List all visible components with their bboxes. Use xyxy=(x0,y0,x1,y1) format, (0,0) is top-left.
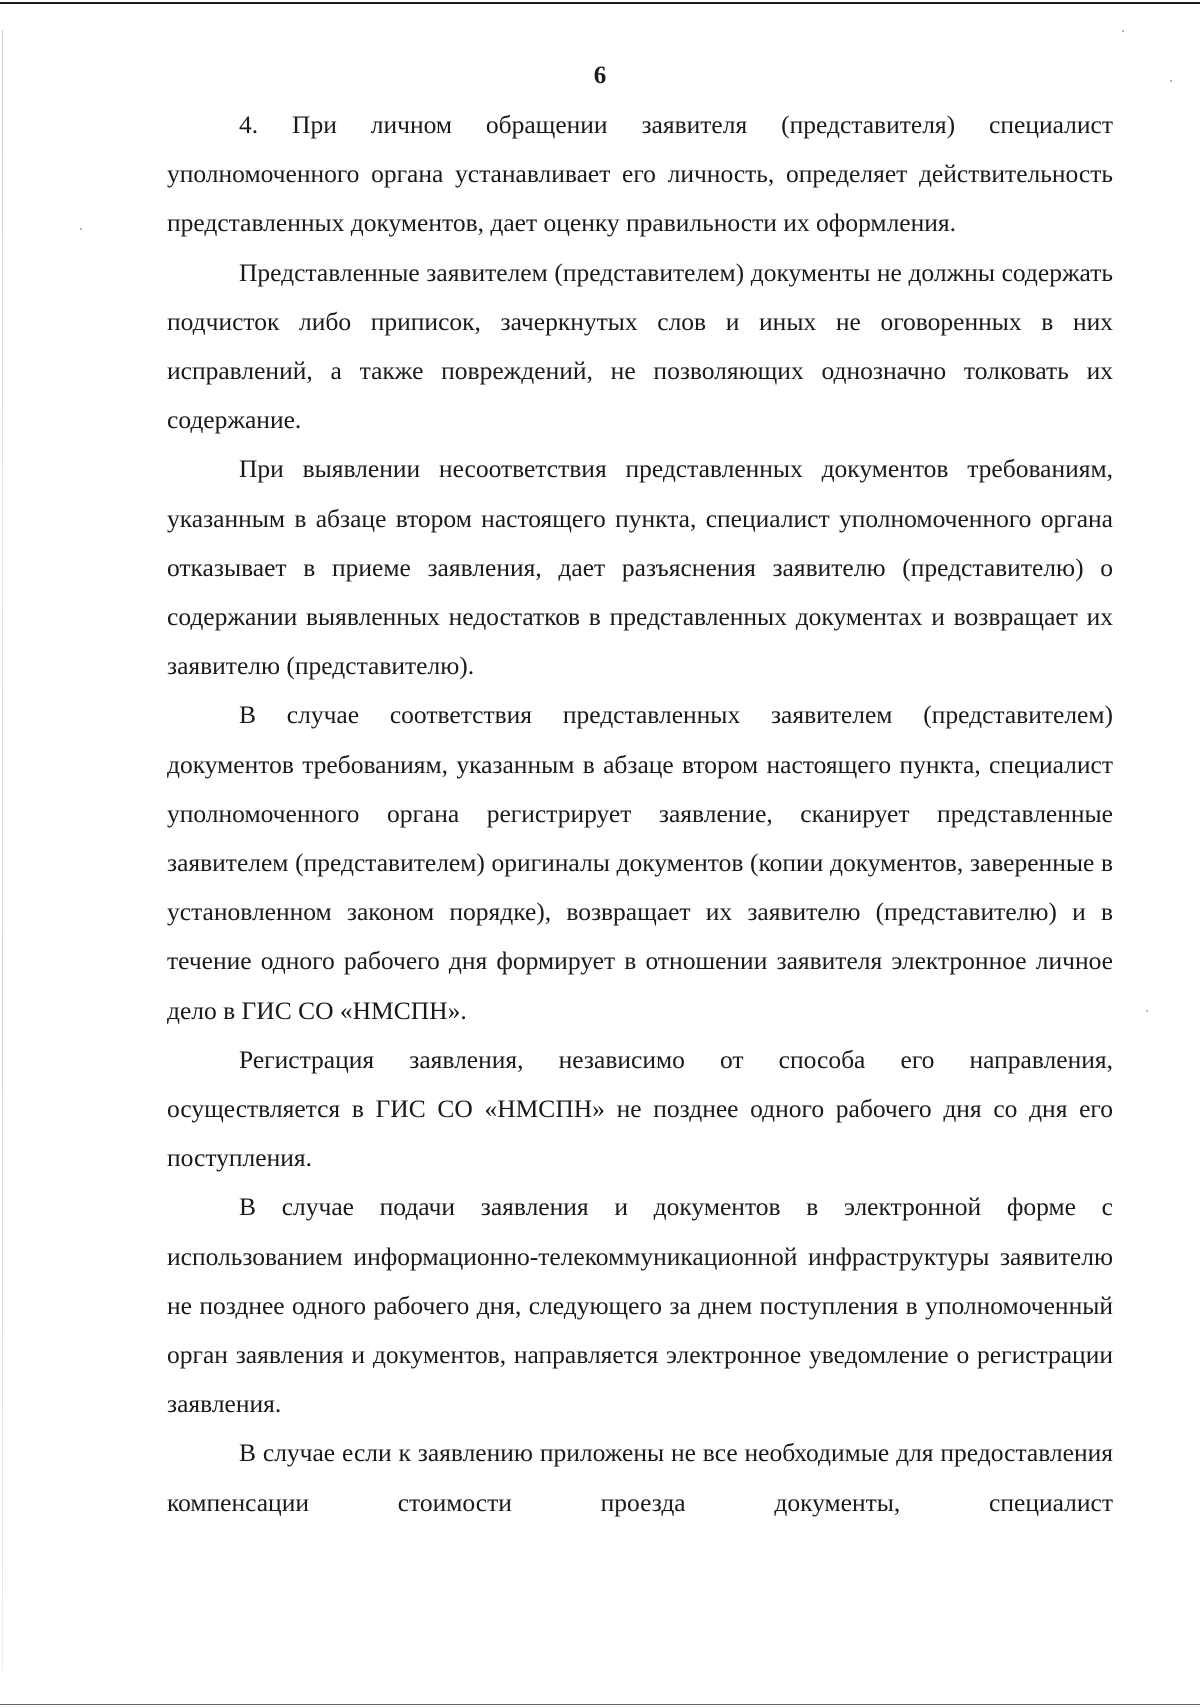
paragraph-1: 4. При личном обращении заявителя (представителя) специалист уполномоченного органа устанавливает его личность, определяет действительность представленных документов, дает оценку правильности их оформления. xyxy=(167,110,1113,238)
paragraph-7: В случае если к заявлению приложены не все необходимые для предоставления компенсации стоимости проезда документы, специалист xyxy=(167,1438,1113,1517)
page-number: 6 xyxy=(593,62,607,89)
paragraph-4: В случае соответствия представленных заявителем (представителем) документов требованиям, указанным в абзаце втором настоящего пункта, специалист уполномоченного органа регистрирует заявление, сканирует представленные заявителем (представителем) оригиналы документов (копии документов, заверенные в установленном законом порядке), возвращает их заявителю (представителю) и в течение одного рабочего дня формирует в отношении заявителя электронное личное дело в ГИС СО «НМСПН». xyxy=(167,700,1113,1025)
paragraph-3: При выявлении несоответствия представленных документов требованиям, указанным в абзаце втором настоящего пункта, специалист уполномоченного органа отказывает в приеме заявления, дает разъяснения заявителю (представителю) о содержании выявленных недостатков в представленных документах и возвращает их заявителю (представителю). xyxy=(167,454,1113,681)
paragraph-2: Представленные заявителем (представителем) документы не должны содержать подчисток либо приписок, зачеркнутых слов и иных не оговоренных в них исправлений, а также повреждений, не позволяющих однозначно толковать их содержание. xyxy=(167,257,1113,435)
paragraph-5: Регистрация заявления, независимо от способа его направления, осуществляется в ГИС СО «НМСПН» не позднее одного рабочего дня со дня его поступления. xyxy=(167,1044,1113,1173)
body-text xyxy=(167,100,1113,1527)
scan-speck xyxy=(1122,30,1124,32)
scan-speck xyxy=(80,228,82,230)
paragraph-6: В случае подачи заявления и документов в электронной форме с использованием информационно-телекоммуникационной инфраструктуры заявителю не позднее одного рабочего дня, следующего за днем поступления в уполномоченный орган заявления и документов, направляется электронное уведомление о регистрации заявления. xyxy=(167,1192,1113,1419)
scan-top-border xyxy=(0,2,1200,4)
scan-left-edge xyxy=(2,30,3,1670)
scan-bottom-border xyxy=(0,1704,1200,1705)
scan-speck xyxy=(1146,1010,1148,1012)
